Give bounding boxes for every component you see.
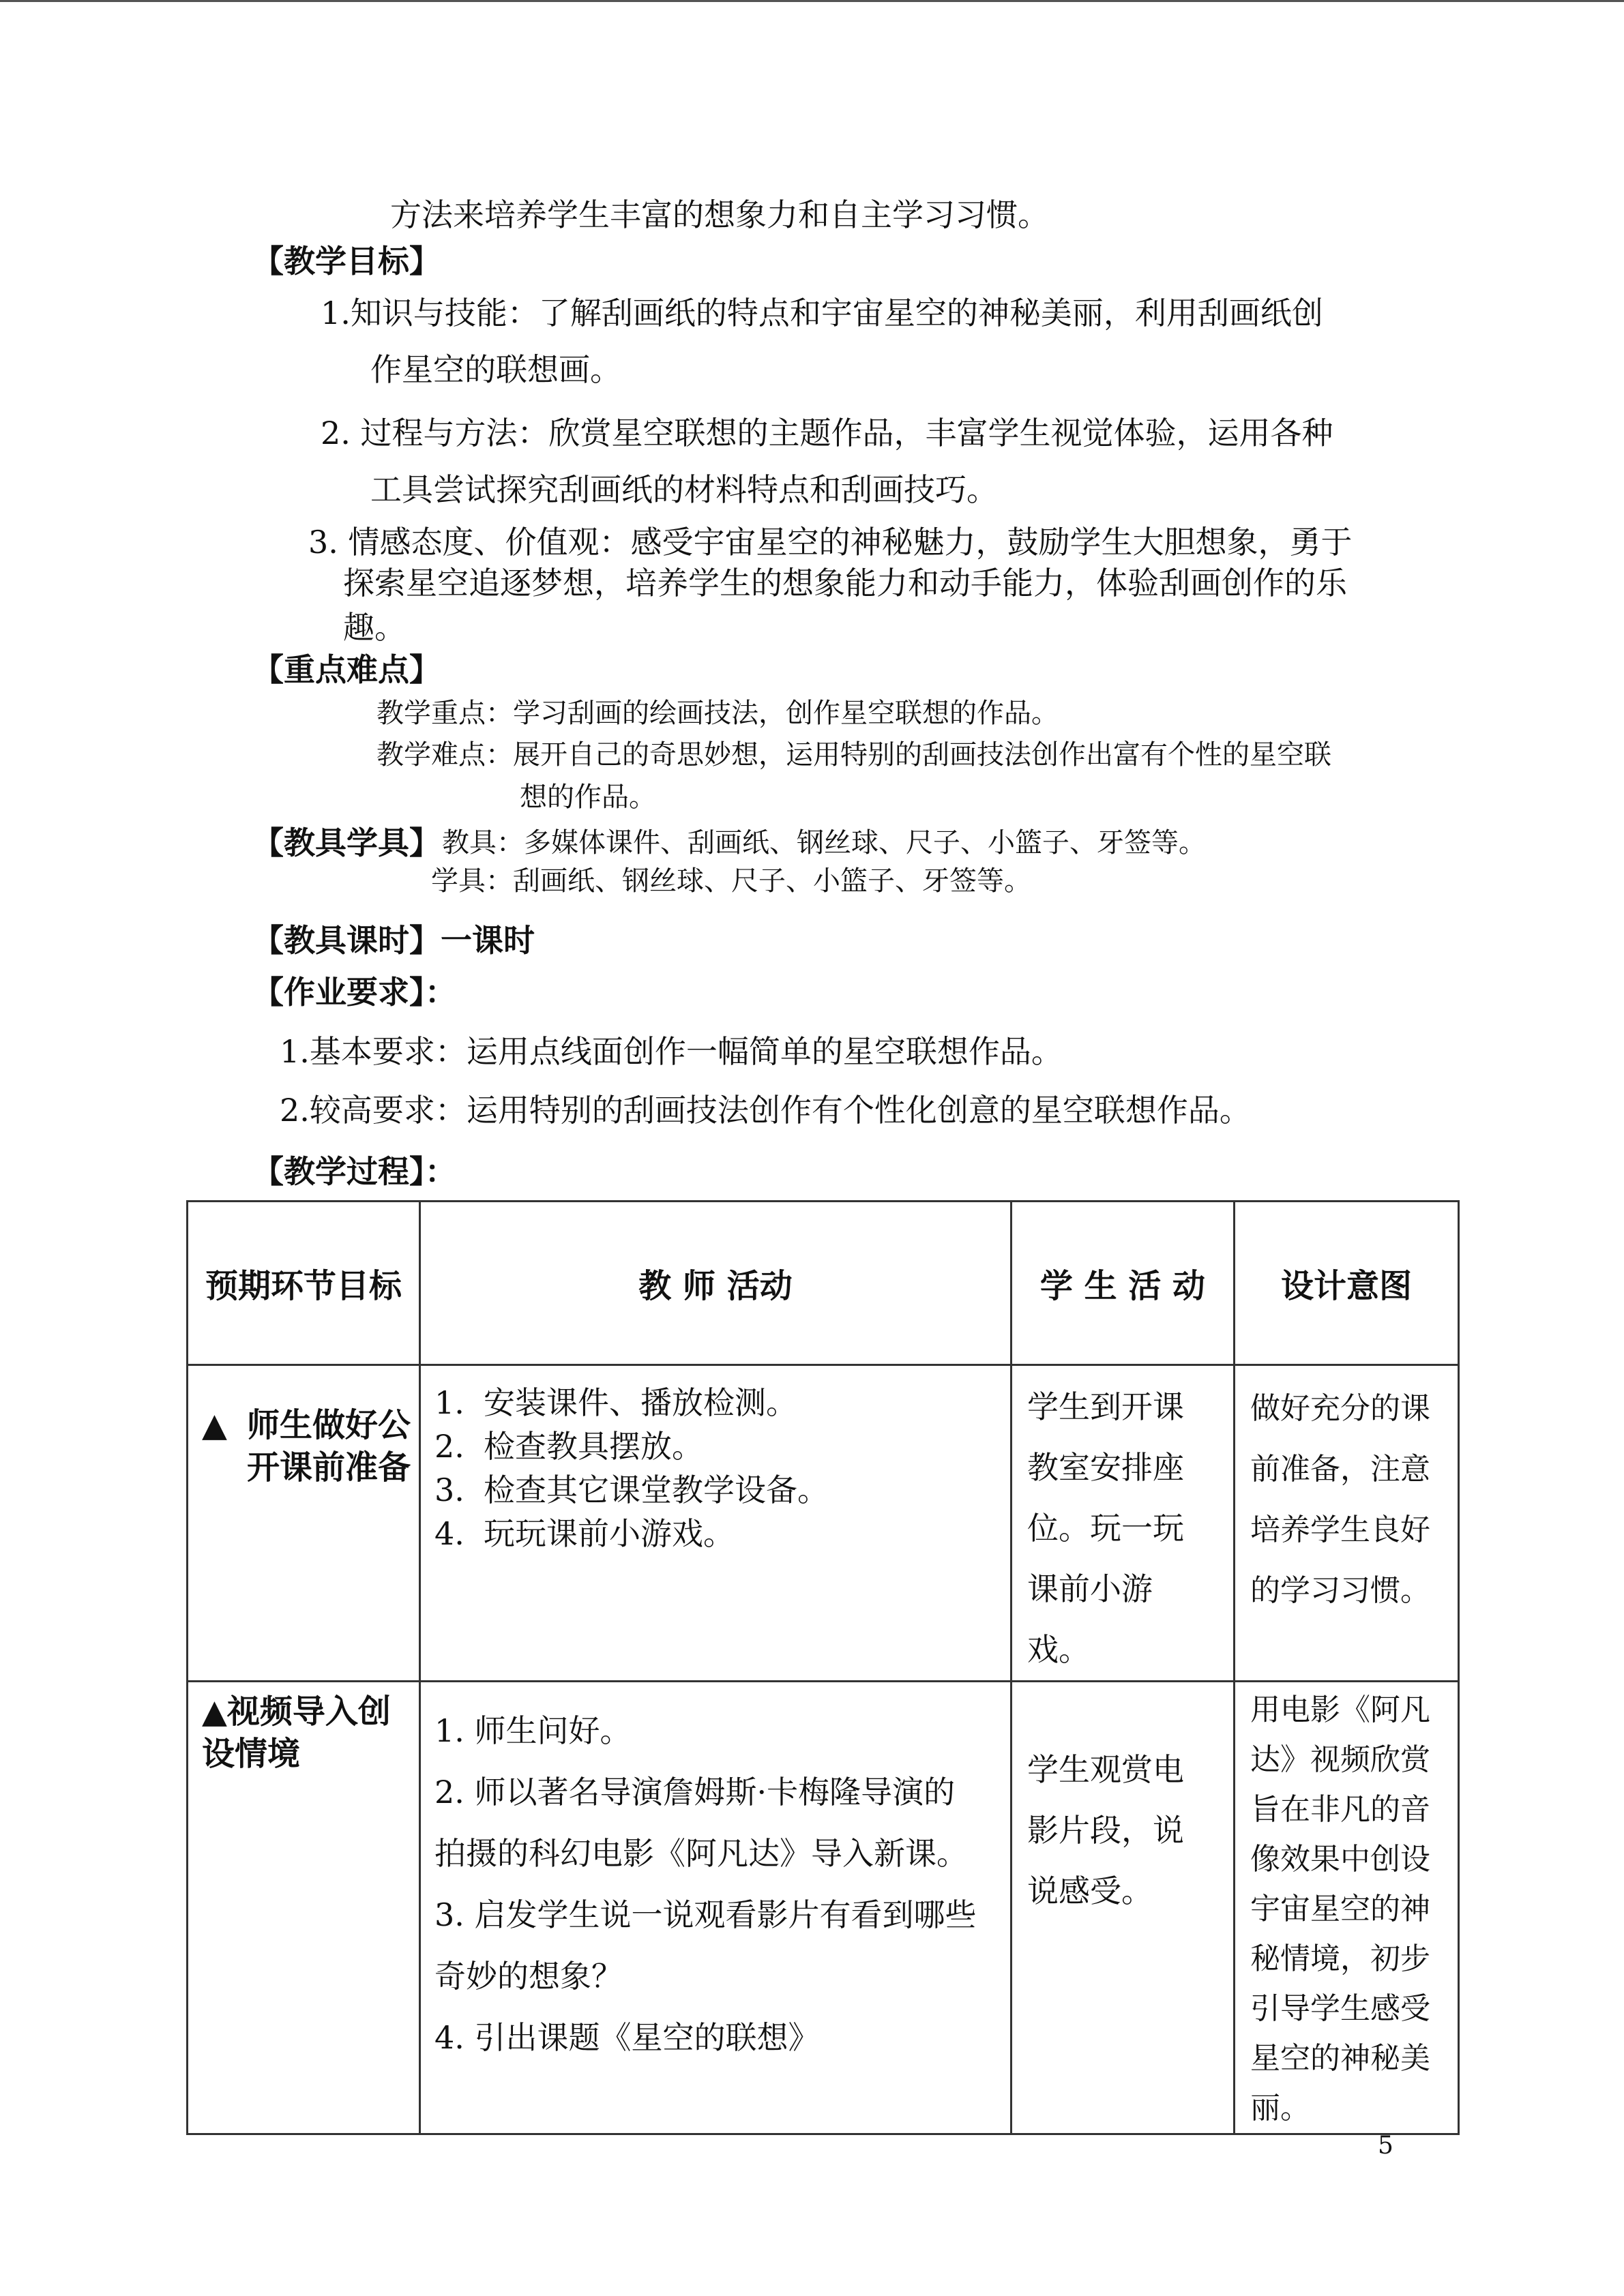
- objective-2-line-2: 工具尝试探究刮画纸的材料特点和刮画技巧。: [370, 471, 998, 508]
- header-design-intent: 设计意图: [1235, 1202, 1459, 1365]
- homework-heading: 【作业要求】：: [252, 974, 456, 1011]
- header-teacher-activity: 教 师 活动: [420, 1202, 1012, 1365]
- goal-text: 师生做好公开课前准备: [247, 1406, 411, 1487]
- objective-3-line-1: 3. 情感态度、价值观：感受宇宙星空的神秘魅力，鼓励学生大胆想象，勇于: [308, 524, 1353, 561]
- teacher-activity-item: 1. 师生问好。: [434, 1712, 632, 1749]
- process-heading: 【教学过程】：: [252, 1153, 456, 1190]
- teacher-materials: 教具：多媒体课件、刮画纸、钢丝球、尺子、小篮子、牙签等。: [442, 827, 1206, 859]
- objective-1-line-2: 作星空的联想画。: [370, 351, 621, 388]
- teacher-activity-item: 1. 安装课件、播放检测。: [434, 1384, 797, 1421]
- triangle-marker-icon: ▲: [202, 1406, 227, 1444]
- teacher-activity-item: 2. 师以著名导演詹姆斯·卡梅隆导演的: [434, 1774, 956, 1810]
- teacher-activity-cell: [420, 1365, 1012, 1682]
- intro-continuation: 方法来培养学生丰富的想象力和自主学习习惯。: [390, 196, 1049, 233]
- materials-heading: 【教具学具】: [252, 824, 441, 861]
- homework-advanced: 2.较高要求：运用特别的刮画技法创作有个性化创意的星空联想作品。: [280, 1092, 1251, 1129]
- teaching-process-table: [186, 1200, 1460, 2135]
- goal-cell: [188, 1365, 420, 1682]
- class-hours: [252, 920, 535, 961]
- teacher-activity-item: 4. 玩玩课前小游戏。: [434, 1515, 735, 1552]
- teacher-activity-cell: [420, 1682, 1012, 2134]
- page-number: 5: [1378, 2132, 1393, 2160]
- teacher-activity-item: 4. 引出课题《星空的联想》: [434, 2019, 820, 2056]
- design-intent-text: 用电影《阿凡 达》视频欣赏 旨在非凡的音 像效果中创设 宇宙星空的神 秘情境，初步 引导学生感受 星空的神秘美 丽。: [1250, 1693, 1430, 2126]
- key-points-heading: 【重点难点】: [252, 651, 441, 688]
- student-activity-text: 学生观赏电 影片段，说 说感受。: [1027, 1751, 1184, 1909]
- objective-3-line-3: 趣。: [343, 609, 406, 646]
- teacher-activity-item: 2. 检查教具摆放。: [434, 1428, 703, 1465]
- class-hours-heading: 【教具课时】: [252, 922, 441, 959]
- teacher-activity-item: 3. 检查其它课堂教学设备。: [434, 1472, 829, 1508]
- design-intent-text: 做好充分的课 前准备，注意 培养学生良好 的学习习惯。: [1250, 1391, 1430, 1608]
- student-materials: 学具：刮画纸、钢丝球、尺子、小篮子、牙签等。: [431, 865, 1031, 897]
- triangle-marker-icon: ▲: [202, 1693, 227, 1731]
- student-activity-text: 学生到开课 教室安排座 位。玩一玩 课前小游 戏。: [1027, 1388, 1184, 1668]
- objective-2-line-1: 2. 过程与方法：欣赏星空联想的主题作品，丰富学生视觉体验，运用各种: [321, 415, 1333, 451]
- design-intent-cell: [1235, 1682, 1459, 2134]
- homework-basic: 1.基本要求：运用点线面创作一幅简单的星空联想作品。: [280, 1033, 1063, 1070]
- teacher-activity-item: 奇妙的想象？: [434, 1958, 623, 1995]
- student-activity-cell: [1012, 1365, 1235, 1682]
- goal-cell: [188, 1682, 420, 2134]
- teaching-difficulty-line-1: 教学难点：展开自己的奇思妙想，运用特别的刮画技法创作出富有个性的星空联: [377, 739, 1331, 771]
- table-header-row: [188, 1202, 1459, 1365]
- objective-1-line-1: 1.知识与技能：了解刮画纸的特点和宇宙星空的神秘美丽，利用刮画纸创: [321, 295, 1323, 331]
- table-row: [188, 1682, 1459, 2134]
- objective-3-line-2: 探索星空追逐梦想，培养学生的想象能力和动手能力，体验刮画创作的乐: [343, 565, 1347, 601]
- teaching-focus: 教学重点：学习刮画的绘画技法，创作星空联想的作品。: [377, 698, 1059, 729]
- class-hours-value: 一课时: [441, 922, 535, 959]
- header-student-activity: 学 生 活 动: [1012, 1202, 1235, 1365]
- goal-text: 视频导入创设情境: [202, 1693, 391, 1773]
- header-goal: 预期环节目标: [188, 1202, 420, 1365]
- page-top-border: [0, 0, 1624, 2]
- design-intent-cell: [1235, 1365, 1459, 1682]
- teacher-activity-item: 3. 启发学生说一说观看影片有看到哪些: [434, 1896, 977, 1933]
- table-row: [188, 1365, 1459, 1682]
- objectives-heading: 【教学目标】: [252, 243, 441, 280]
- student-activity-cell: [1012, 1682, 1235, 2134]
- teacher-activity-item: 拍摄的科幻电影《阿凡达》导入新课。: [434, 1835, 968, 1872]
- teaching-difficulty-line-2: 想的作品。: [520, 781, 656, 813]
